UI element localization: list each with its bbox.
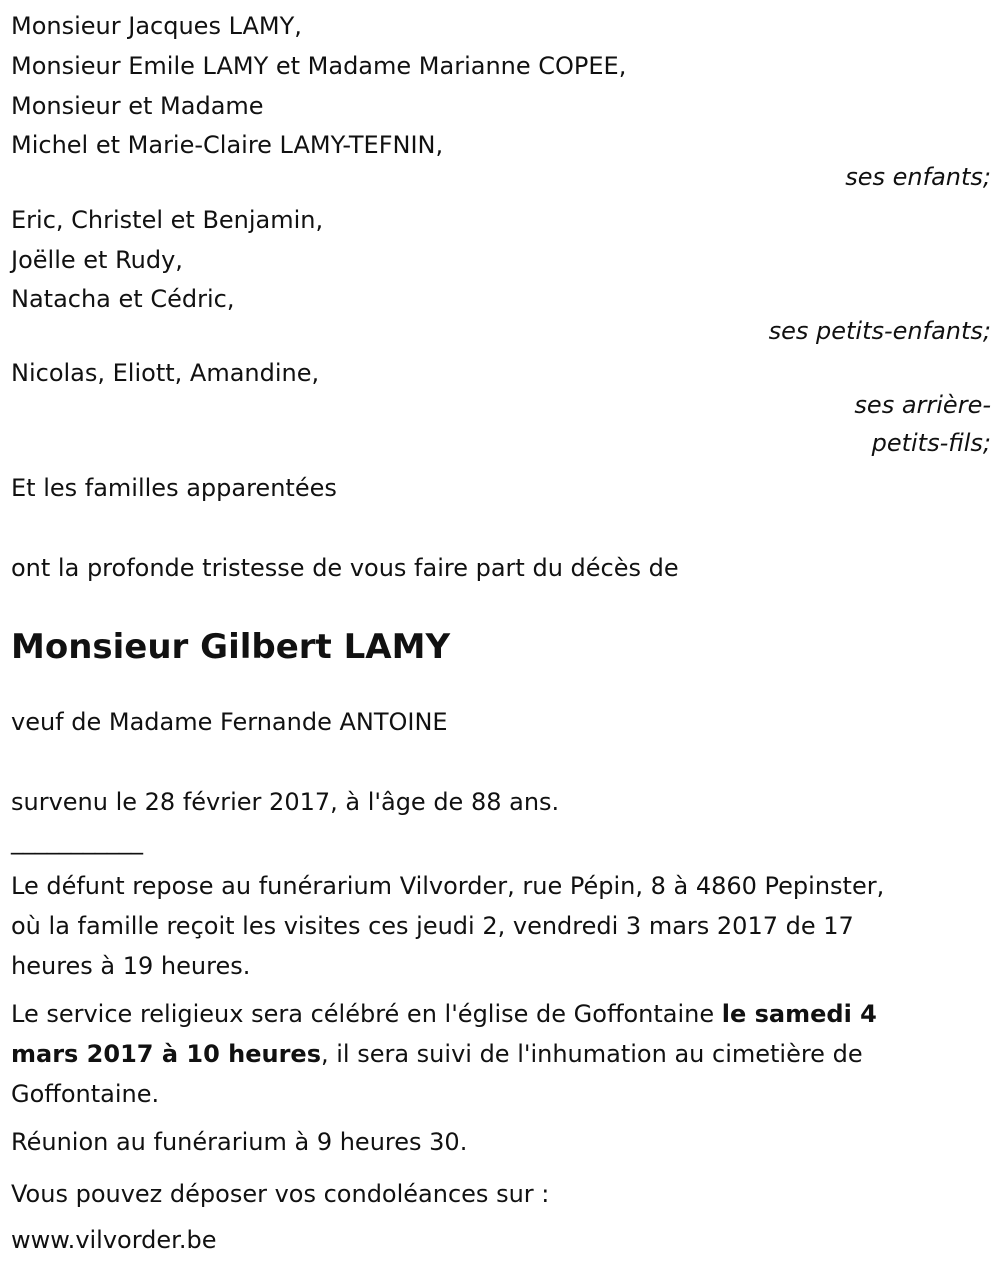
grandchild-line-2: Joëlle et Rudy,: [11, 246, 183, 274]
obituary-notice: [11, 0, 991, 1260]
service-suffix: , il sera suivi de l'inhumation au cimetière de: [320, 1040, 863, 1068]
deceased-name: Monsieur Gilbert LAMY: [11, 627, 451, 667]
child-line-4: Michel et Marie-Claire LAMY-TEFNIN,: [11, 131, 444, 159]
service-prefix: Le service religieux sera célébré en l'église de Goffontaine: [11, 1000, 722, 1028]
widower-line: veuf de Madame Fernande ANTOINE: [11, 708, 448, 736]
child-line-1: Monsieur Jacques LAMY,: [11, 12, 302, 40]
death-info-line: survenu le 28 février 2017, à l'âge de 88 ans.: [11, 788, 560, 816]
great-grandchild-line-1: Nicolas, Eliott, Amandine,: [11, 359, 320, 387]
separator-line: ___________: [11, 827, 143, 855]
service-paragraph: [11, 994, 991, 1114]
repose-line-3: heures à 19 heures.: [11, 952, 251, 980]
great-grandchildren-relation-1: ses arrière-: [854, 391, 991, 419]
service-date-bold-2: mars 2017 à 10 heures: [11, 1040, 321, 1068]
child-line-3: Monsieur et Madame: [11, 92, 264, 120]
condolences-line: Vous pouvez déposer vos condoléances sur :: [11, 1180, 550, 1208]
children-relation: ses enfants;: [845, 163, 991, 191]
announcement-line: ont la profonde tristesse de vous faire part du décès de: [11, 554, 679, 582]
repose-paragraph: [11, 866, 991, 986]
meeting-line: Réunion au funérarium à 9 heures 30.: [11, 1128, 468, 1156]
repose-line-2: où la famille reçoit les visites ces jeudi 2, vendredi 3 mars 2017 de 17: [11, 912, 854, 940]
families-line: Et les familles apparentées: [11, 474, 337, 502]
service-line-1: [11, 994, 991, 1034]
repose-line-1: Le défunt repose au funérarium Vilvorder, rue Pépin, 8 à 4860 Pepinster,: [11, 872, 885, 900]
service-line-2: [11, 1034, 991, 1074]
grandchild-line-3: Natacha et Cédric,: [11, 285, 235, 313]
great-grandchildren-relation-2: petits-fils;: [871, 429, 991, 457]
service-date-bold-1: le samedi 4: [721, 1000, 877, 1028]
child-line-2: Monsieur Emile LAMY et Madame Marianne COPEE,: [11, 52, 627, 80]
website-link[interactable]: www.vilvorder.be: [11, 1226, 217, 1254]
grandchild-line-1: Eric, Christel et Benjamin,: [11, 206, 324, 234]
grandchildren-relation: ses petits-enfants;: [768, 317, 991, 345]
service-line-3: Goffontaine.: [11, 1080, 160, 1108]
